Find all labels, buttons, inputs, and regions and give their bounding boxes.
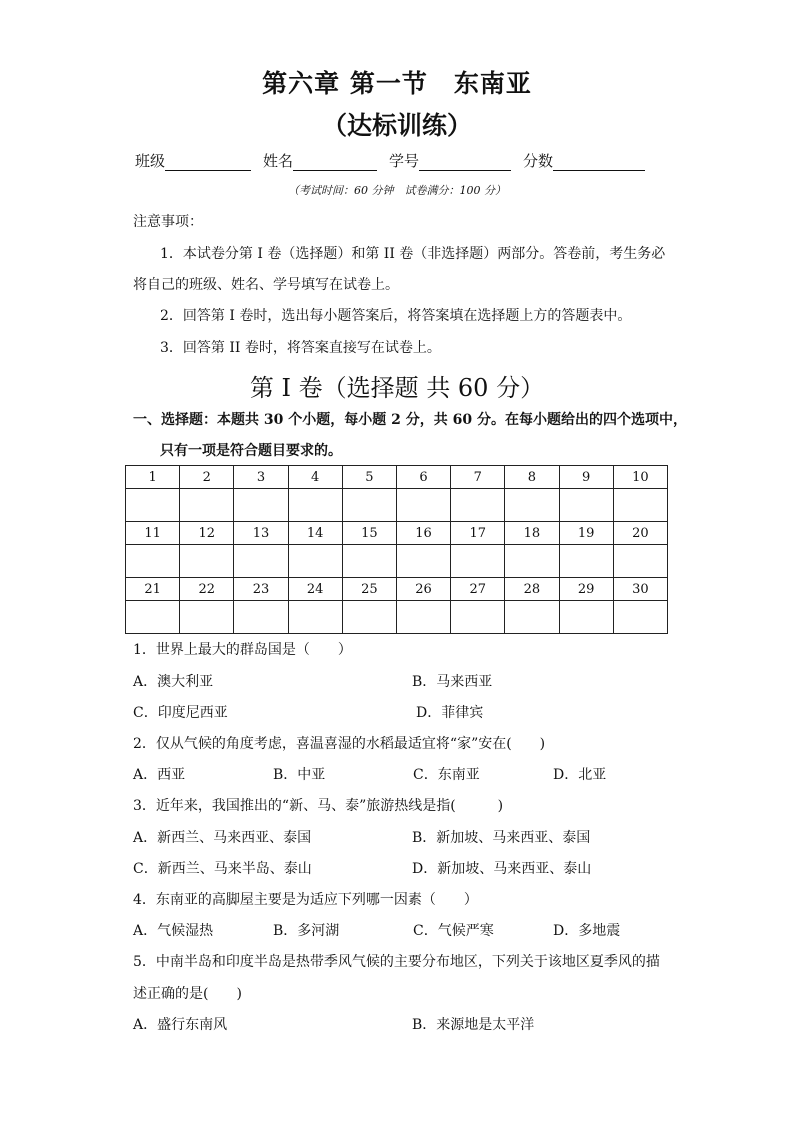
page-title: 第六章 第一节 东南亚 xyxy=(262,69,532,98)
answer-table-number: 24 xyxy=(288,578,342,601)
question-1-option-d: D．菲律宾 xyxy=(416,705,484,721)
question-2-option-a: A．西亚 xyxy=(133,767,186,783)
answer-table-number: 4 xyxy=(288,466,342,489)
answer-table-number: 25 xyxy=(342,578,396,601)
answer-table-number: 2 xyxy=(180,466,234,489)
question-4-option-a: A．气候湿热 xyxy=(133,923,214,939)
answer-table-number: 5 xyxy=(342,466,396,489)
question-3-stem: 3．近年来，我国推出的“新、马、泰”旅游热线是指( ) xyxy=(133,798,504,814)
notes-heading: 注意事项： xyxy=(133,214,203,230)
question-4-option-b: B．多河湖 xyxy=(273,923,340,939)
question-2-stem: 2．仅从气候的角度考虑，喜温喜湿的水稻最适宜将“家”安在( ) xyxy=(133,736,546,752)
answer-cell[interactable] xyxy=(396,545,450,578)
answer-cell[interactable] xyxy=(613,545,667,578)
answer-cell[interactable] xyxy=(180,489,234,522)
answer-table-number: 21 xyxy=(126,578,180,601)
answer-cell[interactable] xyxy=(342,601,396,634)
answer-table xyxy=(125,465,668,634)
question-4-option-d: D．多地震 xyxy=(553,923,621,939)
question-3-option-c: C．新西兰、马来半岛、泰山 xyxy=(133,861,312,877)
answer-table-number: 12 xyxy=(180,522,234,545)
question-1-option-c: C．印度尼西亚 xyxy=(133,705,228,721)
answer-cell[interactable] xyxy=(126,601,180,634)
question-1-option-a: A．澳大利亚 xyxy=(133,674,214,690)
answer-cell[interactable] xyxy=(451,489,505,522)
answer-cell[interactable] xyxy=(234,489,288,522)
answer-table-number: 14 xyxy=(288,522,342,545)
student-info-row xyxy=(135,150,645,171)
question-2-option-b: B．中亚 xyxy=(273,767,326,783)
student-id-blank[interactable] xyxy=(419,154,511,171)
answer-cell[interactable] xyxy=(451,601,505,634)
answer-cell[interactable] xyxy=(288,545,342,578)
exam-info: （考试时间：60 分钟 试卷满分：100 分） xyxy=(288,184,506,197)
question-4-stem: 4．东南亚的高脚屋主要是为适应下列哪一因素（ ） xyxy=(133,892,478,908)
question-3-option-b: B．新加坡、马来西亚、泰国 xyxy=(412,830,591,846)
question-2-option-d: D．北亚 xyxy=(553,767,607,783)
answer-cell[interactable] xyxy=(342,489,396,522)
question-3-option-a: A．新西兰、马来西亚、泰国 xyxy=(133,830,312,846)
answer-cell[interactable] xyxy=(505,601,559,634)
answer-table-number: 13 xyxy=(234,522,288,545)
answer-table-number: 30 xyxy=(613,578,667,601)
answer-table-number: 10 xyxy=(613,466,667,489)
answer-table-number: 18 xyxy=(505,522,559,545)
answer-cell[interactable] xyxy=(613,601,667,634)
section-title: 第 I 卷（选择题 共 60 分） xyxy=(249,374,545,402)
answer-cell[interactable] xyxy=(180,545,234,578)
answer-table-number: 28 xyxy=(505,578,559,601)
answer-table-number: 3 xyxy=(234,466,288,489)
question-5-stem-line1: 5．中南半岛和印度半岛是热带季风气候的主要分布地区，下列关于该地区夏季风的描 xyxy=(133,954,660,970)
answer-cell[interactable] xyxy=(126,545,180,578)
section-instruction-line2: 只有一项是符合题目要求的。 xyxy=(160,443,342,459)
answer-table-number: 1 xyxy=(126,466,180,489)
class-label: 班级 xyxy=(135,152,166,170)
class-blank[interactable] xyxy=(165,154,251,171)
question-5-option-a: A．盛行东南风 xyxy=(133,1017,228,1033)
name-label: 姓名 xyxy=(263,152,294,170)
answer-cell[interactable] xyxy=(396,489,450,522)
question-1-stem: 1．世界上最大的群岛国是（ ） xyxy=(133,642,352,658)
answer-cell[interactable] xyxy=(234,601,288,634)
answer-cell[interactable] xyxy=(505,545,559,578)
answer-table-number: 8 xyxy=(505,466,559,489)
note-item-3: 3．回答第 II 卷时，将答案直接写在试卷上。 xyxy=(160,340,441,356)
answer-cell[interactable] xyxy=(451,545,505,578)
answer-cell[interactable] xyxy=(396,601,450,634)
question-1-option-b: B．马来西亚 xyxy=(412,674,493,690)
answer-table-number: 23 xyxy=(234,578,288,601)
note-item-1-line1: 1．本试卷分第 I 卷（选择题）和第 II 卷（非选择题）两部分。答卷前，考生务必 xyxy=(160,246,666,262)
question-5-stem-line2: 述正确的是( ) xyxy=(133,986,242,1002)
answer-table-number: 22 xyxy=(180,578,234,601)
note-item-1-line2: 将自己的班级、姓名、学号填写在试卷上。 xyxy=(133,277,399,293)
question-3-option-d: D．新加坡、马来西亚、泰山 xyxy=(412,861,592,877)
question-4-option-c: C．气候严寒 xyxy=(413,923,494,939)
question-2-option-c: C．东南亚 xyxy=(413,767,480,783)
answer-table-number: 26 xyxy=(396,578,450,601)
answer-cell[interactable] xyxy=(234,545,288,578)
answer-cell[interactable] xyxy=(559,545,613,578)
section-instruction-line1: 一、选择题：本题共 30 个小题，每小题 2 分，共 60 分。在每小题给出的四个选项中， xyxy=(133,412,687,428)
student-id-label: 学号 xyxy=(389,152,420,170)
answer-table-number: 20 xyxy=(613,522,667,545)
page-subtitle: （达标训练） xyxy=(321,111,472,140)
answer-cell[interactable] xyxy=(505,489,559,522)
note-item-2: 2．回答第 I 卷时，选出每小题答案后，将答案填在选择题上方的答题表中。 xyxy=(160,308,632,324)
answer-cell[interactable] xyxy=(126,489,180,522)
answer-cell[interactable] xyxy=(559,489,613,522)
answer-table-number: 11 xyxy=(126,522,180,545)
answer-table-number: 16 xyxy=(396,522,450,545)
answer-cell[interactable] xyxy=(613,489,667,522)
answer-table-number: 9 xyxy=(559,466,613,489)
answer-table-number: 7 xyxy=(451,466,505,489)
answer-table-number: 6 xyxy=(396,466,450,489)
answer-table-number: 15 xyxy=(342,522,396,545)
answer-cell[interactable] xyxy=(180,601,234,634)
answer-cell[interactable] xyxy=(342,545,396,578)
answer-table-number: 19 xyxy=(559,522,613,545)
name-blank[interactable] xyxy=(293,154,377,171)
answer-cell[interactable] xyxy=(559,601,613,634)
answer-table-number: 17 xyxy=(451,522,505,545)
score-blank[interactable] xyxy=(553,154,645,171)
answer-cell[interactable] xyxy=(288,601,342,634)
answer-table-number: 29 xyxy=(559,578,613,601)
answer-table-number: 27 xyxy=(451,578,505,601)
question-5-option-b: B．来源地是太平洋 xyxy=(412,1017,535,1033)
answer-cell[interactable] xyxy=(288,489,342,522)
score-label: 分数 xyxy=(523,152,554,170)
